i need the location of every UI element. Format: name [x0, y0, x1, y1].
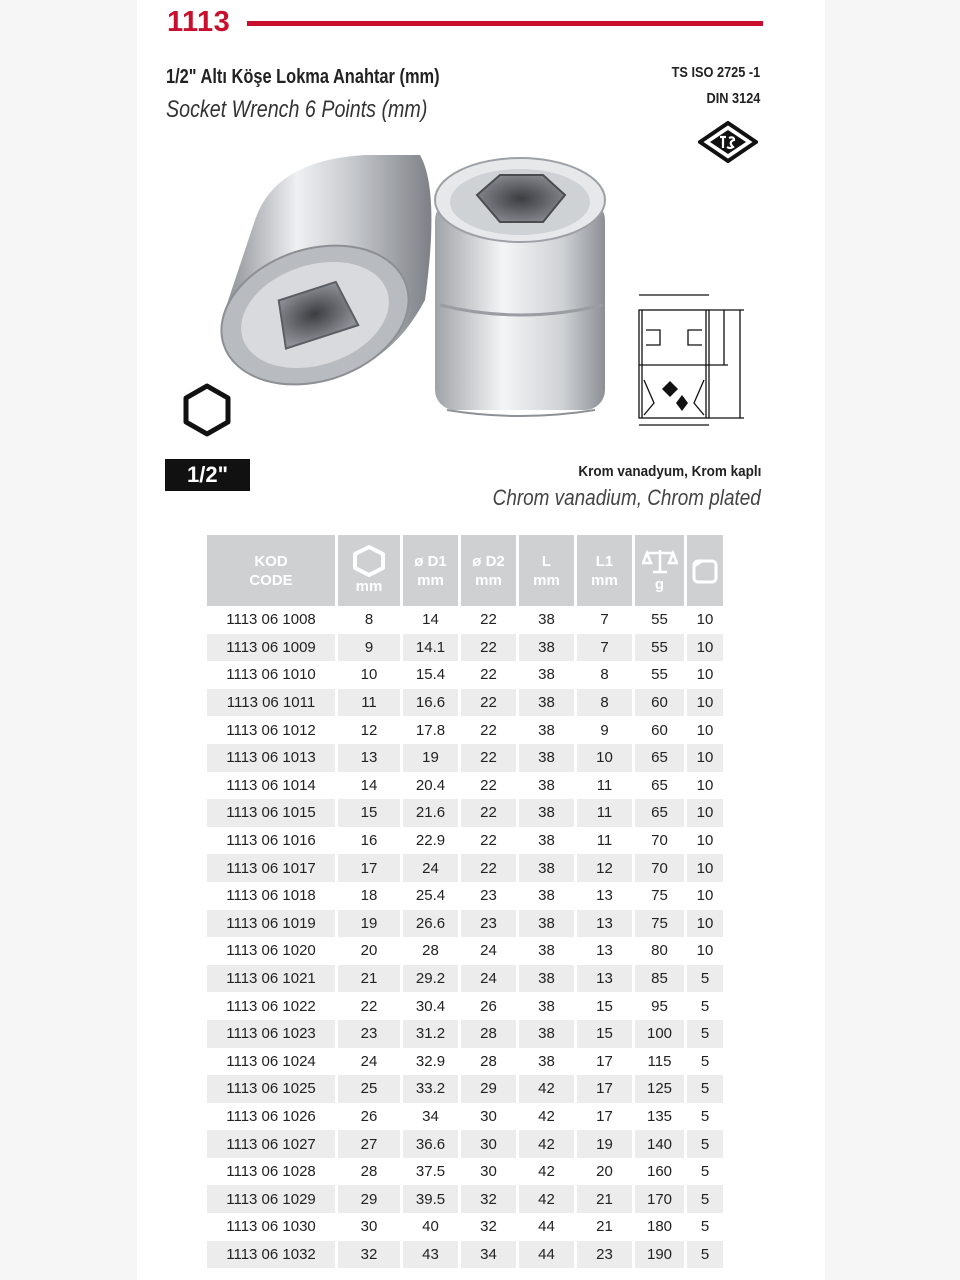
header-l-label: L	[541, 552, 552, 570]
cell-size: 30	[360, 1218, 378, 1236]
cell-d2: 26	[480, 997, 497, 1015]
standard-din: DIN 3124	[706, 90, 760, 107]
cell-package-qty: 5	[687, 1185, 723, 1213]
cell-weight: 180	[646, 1218, 673, 1236]
cell-size: 9	[338, 634, 400, 662]
cell-d1: 15.4	[415, 666, 446, 684]
cell-package-qty: 5	[700, 997, 710, 1015]
cell-l: 38	[519, 744, 574, 772]
cell-weight: 75	[651, 887, 668, 905]
right-margin	[825, 0, 960, 1280]
cell-code: 1113 06 1017	[207, 854, 335, 882]
header-size-unit: mm	[355, 578, 383, 595]
cell-weight: 60	[635, 689, 684, 717]
cell-package-qty: 10	[696, 776, 714, 794]
cell-weight: 60	[651, 721, 668, 739]
cell-l: 42	[519, 1185, 574, 1213]
cell-l1: 20	[596, 1163, 613, 1181]
cell-code: 1113 06 1011	[207, 689, 335, 717]
title-english: Socket Wrench 6 Points (mm)	[166, 96, 428, 123]
cell-d1: 30.4	[415, 997, 446, 1015]
spec-table	[204, 535, 726, 1268]
left-margin	[0, 0, 137, 1280]
table-row	[207, 882, 723, 910]
cell-size: 28	[360, 1163, 378, 1181]
cell-l1: 7	[577, 634, 632, 662]
cell-d2: 23	[461, 910, 516, 938]
table-header-row	[207, 535, 723, 606]
cell-package-qty: 5	[687, 1241, 723, 1269]
cell-d2: 24	[461, 965, 516, 993]
cell-package-qty: 5	[700, 1218, 710, 1236]
drive-size-badge: 1/2"	[165, 459, 250, 491]
header-code	[207, 535, 335, 606]
header-l	[519, 535, 574, 606]
cell-code: 1113 06 1023	[207, 1020, 335, 1048]
table-row	[207, 661, 723, 689]
table-row	[207, 634, 723, 662]
cell-d1: 19	[403, 744, 458, 772]
cell-size: 27	[338, 1130, 400, 1158]
cell-d1: 32.9	[415, 1052, 446, 1070]
cell-size: 29	[338, 1185, 400, 1213]
cell-d2: 22	[480, 721, 497, 739]
cell-l1: 17	[577, 1075, 632, 1103]
cell-l: 42	[519, 1075, 574, 1103]
cell-d1: 22.9	[415, 832, 446, 850]
header-d2	[461, 535, 516, 606]
cell-l1: 8	[600, 666, 609, 684]
cell-code: 1113 06 1019	[207, 910, 335, 938]
cell-l1: 9	[600, 721, 609, 739]
header-code-tr: KOD	[254, 552, 288, 570]
table-row	[207, 1103, 723, 1131]
cell-package-qty: 5	[687, 965, 723, 993]
cell-code: 1113 06 1022	[226, 997, 316, 1015]
cell-d1: 14	[422, 611, 439, 629]
cell-code: 1113 06 1026	[226, 1107, 316, 1125]
cell-l1: 13	[596, 942, 613, 960]
cell-d2: 28	[461, 1020, 516, 1048]
cell-size: 15	[338, 799, 400, 827]
cell-code: 1113 06 1010	[226, 666, 316, 684]
cell-l: 38	[538, 832, 555, 850]
cell-code: 1113 06 1018	[226, 887, 316, 905]
header-l1-unit: mm	[591, 571, 618, 589]
cell-d2: 34	[461, 1241, 516, 1269]
cell-d2: 22	[480, 776, 497, 794]
cell-d1: 25.4	[415, 887, 446, 905]
header-d2-unit: mm	[475, 571, 502, 589]
cell-code: 1113 06 1028	[226, 1163, 316, 1181]
cell-l: 42	[538, 1107, 555, 1125]
cell-d2: 23	[480, 887, 497, 905]
cell-weight: 55	[635, 634, 684, 662]
cell-d1: 40	[422, 1218, 439, 1236]
table-row	[207, 799, 723, 827]
header-code-en: CODE	[249, 571, 293, 589]
header-l1-label: L1	[595, 552, 614, 570]
cell-l1: 8	[577, 689, 632, 717]
cell-package-qty: 10	[687, 799, 723, 827]
cell-weight: 160	[646, 1163, 673, 1181]
table-row	[207, 827, 723, 855]
cell-size: 19	[338, 910, 400, 938]
cell-package-qty: 10	[687, 689, 723, 717]
cell-d1: 26.6	[403, 910, 458, 938]
cell-size: 26	[360, 1107, 378, 1125]
material-turkish: Krom vanadyum, Krom kaplı	[577, 463, 761, 480]
cell-weight: 95	[651, 997, 668, 1015]
cell-d2: 30	[461, 1130, 516, 1158]
cell-package-qty: 5	[687, 1075, 723, 1103]
cell-l: 38	[538, 1052, 555, 1070]
cell-d1: 31.2	[403, 1020, 458, 1048]
cell-code: 1113 06 1025	[207, 1075, 335, 1103]
cell-weight: 100	[635, 1020, 684, 1048]
cell-size: 22	[360, 997, 378, 1015]
cell-size: 18	[360, 887, 378, 905]
cell-l1: 11	[577, 799, 632, 827]
header-d2-label: ø D2	[472, 552, 505, 570]
cell-d1: 21.6	[403, 799, 458, 827]
cell-weight: 55	[651, 611, 668, 629]
cell-d2: 32	[461, 1185, 516, 1213]
cell-weight: 55	[651, 666, 668, 684]
cell-code: 1113 06 1030	[226, 1218, 316, 1236]
cell-code: 1113 06 1027	[207, 1130, 335, 1158]
cell-l1: 7	[600, 611, 609, 629]
cell-d1: 20.4	[415, 776, 446, 794]
header-l-unit: mm	[533, 571, 560, 589]
cell-l1: 21	[577, 1185, 632, 1213]
cell-l1: 15	[596, 997, 613, 1015]
standard-ts-iso: TS ISO 2725 -1	[671, 64, 760, 81]
cell-l: 38	[519, 1020, 574, 1048]
cell-weight: 75	[635, 910, 684, 938]
cell-d2: 32	[480, 1218, 497, 1236]
table-row	[207, 1130, 723, 1158]
cell-size: 14	[360, 776, 378, 794]
table-row	[207, 744, 723, 772]
cell-code: 1113 06 1024	[226, 1052, 316, 1070]
cell-l1: 15	[577, 1020, 632, 1048]
product-code: 1113	[167, 6, 231, 38]
cell-size: 11	[338, 689, 400, 717]
cell-d1: 33.2	[403, 1075, 458, 1103]
package-box-icon	[690, 556, 720, 586]
cell-d2: 30	[480, 1163, 497, 1181]
cell-d1: 36.6	[403, 1130, 458, 1158]
cell-l: 38	[538, 666, 555, 684]
cell-code: 1113 06 1021	[207, 965, 335, 993]
cell-l1: 19	[577, 1130, 632, 1158]
cell-d1: 39.5	[403, 1185, 458, 1213]
cell-d2: 29	[461, 1075, 516, 1103]
cell-weight: 65	[635, 744, 684, 772]
cell-d1: 17.8	[415, 721, 446, 739]
cell-weight: 190	[635, 1241, 684, 1269]
cell-size: 8	[364, 611, 374, 629]
cell-l: 38	[538, 611, 555, 629]
cell-package-qty: 5	[700, 1107, 710, 1125]
cell-d1: 24	[403, 854, 458, 882]
cell-weight: 70	[651, 832, 668, 850]
cell-size: 21	[338, 965, 400, 993]
cell-l: 38	[519, 910, 574, 938]
cell-l: 38	[538, 721, 555, 739]
table-row	[207, 1020, 723, 1048]
cell-package-qty: 10	[696, 611, 714, 629]
table-row	[207, 716, 723, 744]
cell-size: 32	[338, 1241, 400, 1269]
cell-l: 44	[538, 1218, 555, 1236]
header-d1	[403, 535, 458, 606]
cell-code: 1113 06 1008	[226, 611, 316, 629]
table-row	[207, 992, 723, 1020]
cell-package-qty: 10	[687, 634, 723, 662]
header-weight	[635, 535, 684, 606]
cell-l: 38	[519, 634, 574, 662]
table-row	[207, 772, 723, 800]
cell-d2: 22	[480, 666, 497, 684]
table-row	[207, 1185, 723, 1213]
table-row	[207, 854, 723, 882]
cell-l1: 12	[577, 854, 632, 882]
cell-weight: 125	[635, 1075, 684, 1103]
cell-l1: 13	[596, 887, 613, 905]
table-row	[207, 965, 723, 993]
cell-size: 25	[338, 1075, 400, 1103]
cell-size: 13	[338, 744, 400, 772]
cell-l1: 10	[577, 744, 632, 772]
table-row	[207, 1213, 723, 1241]
cell-l1: 13	[577, 965, 632, 993]
table-row	[207, 1048, 723, 1076]
cell-package-qty: 5	[700, 1052, 710, 1070]
hexagon-icon	[180, 383, 234, 437]
cell-package-qty: 10	[696, 887, 714, 905]
cell-weight: 85	[635, 965, 684, 993]
cell-weight: 170	[635, 1185, 684, 1213]
cell-code: 1113 06 1009	[207, 634, 335, 662]
cell-code: 1113 06 1015	[207, 799, 335, 827]
cell-l: 38	[538, 887, 555, 905]
table-row	[207, 1075, 723, 1103]
header-rule	[247, 21, 763, 26]
socket-product-photo	[215, 150, 635, 425]
cell-package-qty: 10	[696, 942, 714, 960]
scale-icon	[642, 547, 678, 575]
title-turkish: 1/2" Altı Köşe Lokma Anahtar (mm)	[166, 66, 440, 88]
cell-d1: 43	[403, 1241, 458, 1269]
cell-d2: 28	[480, 1052, 497, 1070]
cell-weight: 70	[635, 854, 684, 882]
table-row	[207, 606, 723, 634]
cell-size: 17	[338, 854, 400, 882]
cell-code: 1113 06 1032	[207, 1241, 335, 1269]
cell-l: 42	[519, 1130, 574, 1158]
cell-l1: 11	[596, 776, 613, 794]
cell-code: 1113 06 1013	[207, 744, 335, 772]
cell-d2: 30	[480, 1107, 497, 1125]
hexagon-header-icon	[352, 545, 386, 577]
cell-package-qty: 5	[687, 1130, 723, 1158]
cell-l: 42	[538, 1163, 555, 1181]
header-weight-unit: g	[654, 576, 665, 593]
cell-d1: 16.6	[403, 689, 458, 717]
cell-weight: 80	[651, 942, 668, 960]
cell-code: 1113 06 1029	[207, 1185, 335, 1213]
cell-code: 1113 06 1016	[226, 832, 316, 850]
cell-l: 44	[519, 1241, 574, 1269]
cell-l: 38	[538, 942, 555, 960]
header-package	[687, 535, 723, 606]
header-size	[338, 535, 400, 606]
cell-d2: 22	[461, 634, 516, 662]
cell-d1: 14.1	[403, 634, 458, 662]
cell-l1: 11	[596, 832, 613, 850]
table-row	[207, 910, 723, 938]
cell-d1: 28	[422, 942, 439, 960]
cell-package-qty: 10	[687, 744, 723, 772]
cell-l1: 13	[577, 910, 632, 938]
cell-d1: 34	[422, 1107, 439, 1125]
cell-l: 38	[519, 854, 574, 882]
cell-d2: 22	[480, 611, 497, 629]
table-row	[207, 1241, 723, 1269]
cell-weight: 65	[635, 799, 684, 827]
cell-code: 1113 06 1020	[226, 942, 316, 960]
cell-package-qty: 10	[696, 721, 714, 739]
cell-l: 38	[519, 799, 574, 827]
table-row	[207, 689, 723, 717]
cell-l: 38	[538, 776, 555, 794]
cell-package-qty: 10	[696, 666, 714, 684]
cell-weight: 140	[635, 1130, 684, 1158]
cell-d1: 29.2	[403, 965, 458, 993]
cell-l1: 21	[596, 1218, 613, 1236]
cell-weight: 115	[647, 1052, 672, 1070]
cell-l1: 17	[596, 1107, 613, 1125]
cell-package-qty: 10	[687, 910, 723, 938]
cell-weight: 135	[646, 1107, 673, 1125]
cell-d2: 22	[461, 689, 516, 717]
cell-package-qty: 10	[687, 854, 723, 882]
table-row	[207, 1158, 723, 1186]
cell-l: 38	[538, 997, 555, 1015]
header-l1	[577, 535, 632, 606]
cell-package-qty: 10	[696, 832, 714, 850]
cell-size: 12	[360, 721, 378, 739]
cell-package-qty: 5	[687, 1020, 723, 1048]
spec-table-body	[207, 606, 723, 1268]
table-row	[207, 937, 723, 965]
cell-package-qty: 5	[700, 1163, 710, 1181]
cell-size: 16	[360, 832, 378, 850]
material-english: Chrom vanadium, Chrom plated	[492, 485, 761, 510]
cell-code: 1113 06 1014	[226, 776, 316, 794]
cell-weight: 65	[651, 776, 668, 794]
cell-d2: 22	[480, 832, 497, 850]
cell-size: 23	[338, 1020, 400, 1048]
cell-d1: 37.5	[415, 1163, 446, 1181]
technical-drawing	[632, 285, 748, 429]
cell-size: 10	[360, 666, 378, 684]
cell-l: 38	[519, 689, 574, 717]
cell-l1: 17	[596, 1052, 613, 1070]
cell-l1: 23	[577, 1241, 632, 1269]
cell-code: 1113 06 1012	[226, 721, 316, 739]
cell-size: 20	[360, 942, 378, 960]
cell-d2: 24	[480, 942, 497, 960]
tse-mark-icon	[698, 121, 758, 163]
cell-d2: 22	[461, 854, 516, 882]
cell-d2: 22	[461, 799, 516, 827]
cell-size: 24	[360, 1052, 378, 1070]
cell-l: 38	[519, 965, 574, 993]
cell-d2: 22	[461, 744, 516, 772]
header-d1-label: ø D1	[414, 552, 447, 570]
header-d1-unit: mm	[417, 571, 444, 589]
